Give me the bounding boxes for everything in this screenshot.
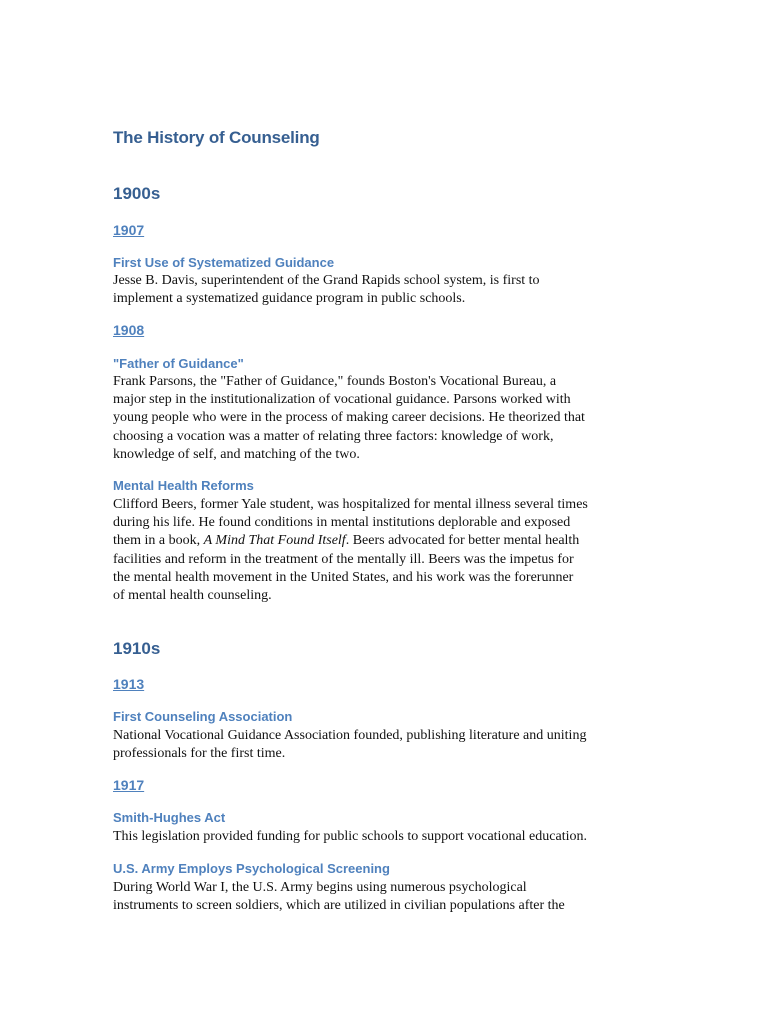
entry-body-first-counseling-association	[113, 727, 661, 763]
body-line: knowledge of self, and matching of the two.	[113, 446, 360, 462]
body-line: facilities and reform in the treatment of the mentally ill. Beers was the impetus for	[113, 551, 574, 567]
body-line: instruments to screen soldiers, which are utilized in civilian populations after the	[113, 898, 565, 914]
year-link-1907[interactable]: 1907	[113, 222, 145, 238]
entry-body-mental-health-reforms	[113, 496, 661, 605]
body-line: Frank Parsons, the "Father of Guidance," founds Boston's Vocational Bureau, a	[113, 374, 557, 389]
entry-body-father-of-guidance	[113, 373, 661, 464]
book-title: A Mind That Found Itself	[203, 533, 346, 549]
entry-heading-mental-health-reforms: Mental Health Reforms	[113, 478, 254, 493]
body-line: Clifford Beers, former Yale student, was hospitalized for mental illness several times	[113, 497, 588, 512]
decade-heading-1900s: 1900s	[113, 184, 161, 203]
year-link-1913[interactable]: 1913	[113, 676, 145, 692]
year-link-1917[interactable]: 1917	[113, 777, 145, 793]
body-line: during his life. He found conditions in mental institutions deplorable and exposed	[113, 515, 571, 531]
year-link-1908[interactable]: 1908	[113, 322, 145, 338]
body-line: This legislation provided funding for public schools to support vocational education.	[113, 829, 587, 844]
body-line: National Vocational Guidance Association founded, publishing literature and uniting	[113, 728, 587, 743]
entry-heading-systematized-guidance: First Use of Systematized Guidance	[113, 255, 335, 270]
body-line: implement a systematized guidance program in public schools.	[113, 291, 466, 307]
entry-heading-father-of-guidance: "Father of Guidance"	[113, 356, 244, 371]
body-text: them in a book,	[113, 533, 204, 549]
entry-heading-smith-hughes-act: Smith-Hughes Act	[113, 810, 226, 825]
body-line: young people who were in the process of making career decisions. He theorized that	[113, 410, 585, 426]
body-line: Jesse B. Davis, superintendent of the Grand Rapids school system, is first to	[113, 273, 540, 288]
body-line: major step in the institutionalization of vocational guidance. Parsons worked with	[113, 392, 571, 408]
decade-heading-1910s: 1910s	[113, 639, 161, 658]
body-line: choosing a vocation was a matter of relating three factors: knowledge of work,	[113, 428, 554, 444]
entry-body-army-psychological-screening	[113, 879, 661, 915]
body-line: professionals for the first time.	[113, 746, 286, 762]
entry-heading-army-psychological-screening: U.S. Army Employs Psychological Screening	[113, 861, 390, 876]
entry-heading-first-counseling-association: First Counseling Association	[113, 709, 293, 724]
body-line: of mental health counseling.	[113, 588, 272, 604]
body-text: . Beers advocated for better mental health	[345, 533, 580, 549]
entry-body-systematized-guidance	[113, 272, 661, 308]
document-title: The History of Counseling	[113, 128, 320, 147]
body-line-with-book-title	[113, 532, 661, 550]
entry-body-smith-hughes-act	[113, 828, 661, 846]
body-line: During World War I, the U.S. Army begins using numerous psychological	[113, 880, 527, 895]
body-line: the mental health movement in the United States, and his work was the forerunner	[113, 569, 574, 585]
